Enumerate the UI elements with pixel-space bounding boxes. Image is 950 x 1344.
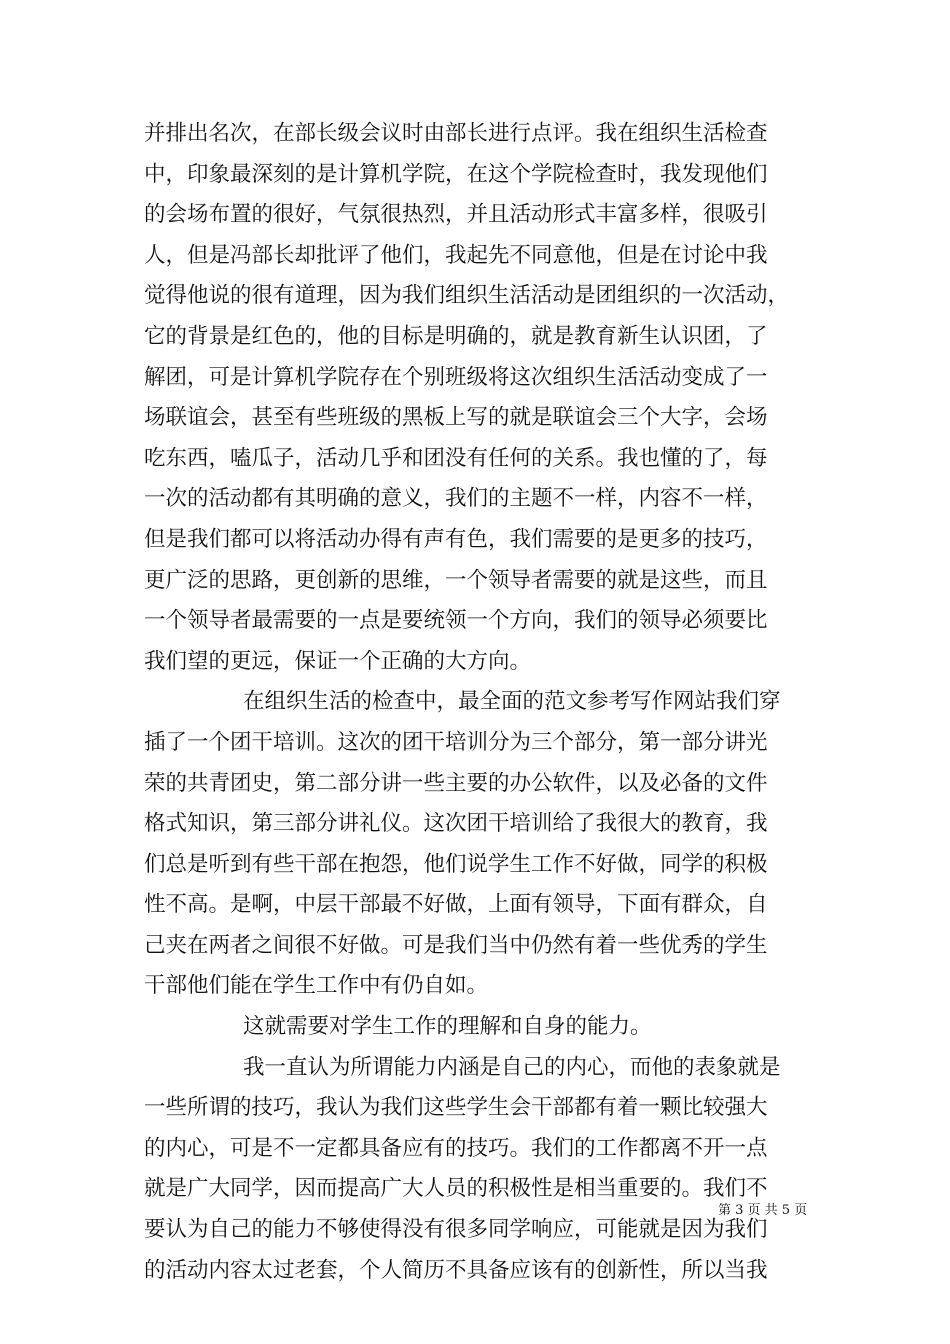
text-line: 吃东西，嗑瓜子，活动几乎和团没有任何的关系。我也懂的了，每 <box>144 445 768 471</box>
text-line: 的会场布置的很好，气氛很热烈，并且活动形式丰富多样，很吸引 <box>144 202 768 228</box>
text-line: 插了一个团干培训。这次的团干培训分为三个部分，第一部分讲光 <box>144 729 768 755</box>
text-line: 的内心，可是不一定都具备应有的技巧。我们的工作都离不开一点 <box>144 1135 768 1161</box>
text-line: 并排出名次，在部长级会议时由部长进行点评。我在组织生活检查 <box>144 121 768 146</box>
document-body <box>144 114 812 1291</box>
text-line: 我们望的更远，保证一个正确的大方向。 <box>144 648 532 674</box>
text-line: 人，但是冯部长却批评了他们，我起先不同意他，但是在讨论中我 <box>144 242 768 268</box>
text-line: 解团，可是计算机学院存在个别班级将这次组织生活活动变成了一 <box>144 364 768 390</box>
paragraph-first-line: 在组织生活的检查中，最全面的范文参考写作网站我们穿 <box>243 689 781 715</box>
text-line: 要认为自己的能力不够使得没有很多同学响应，可能就是因为我们 <box>144 1217 768 1243</box>
text-line: 它的背景是红色的，他的目标是明确的，就是教育新生认识团，了 <box>144 323 768 349</box>
text-line: 己夹在两者之间很不好做。可是我们当中仍然有着一些优秀的学生 <box>144 932 768 958</box>
text-line: 但是我们都可以将活动办得有声有色，我们需要的是更多的技巧， <box>144 526 768 552</box>
text-line: 觉得他说的很有道理，因为我们组织生活活动是团组织的一次活动， <box>144 283 790 309</box>
text-line: 的活动内容太过老套，个人简历不具备应该有的创新性，所以当我 <box>144 1257 768 1283</box>
text-line: 更广泛的思路，更创新的思维，一个领导者需要的就是这些，而且 <box>144 567 768 593</box>
text-line: 格式知识，第三部分讲礼仪。这次团干培训给了我很大的教育，我 <box>144 811 768 837</box>
paragraph-first-line: 我一直认为所谓能力内涵是自己的内心，而他的表象就是 <box>243 1054 781 1080</box>
text-line: 一些所谓的技巧，我认为我们这些学生会干部都有着一颗比较强大 <box>144 1095 768 1121</box>
text-line: 们总是听到有些干部在抱怨，他们说学生工作不好做，同学的积极 <box>144 851 768 877</box>
page-number-footer: 第 3 页 共 5 页 <box>718 1203 808 1218</box>
text-line: 荣的共青团史，第二部分讲一些主要的办公软件，以及必备的文件 <box>144 770 768 796</box>
text-line: 一次的活动都有其明确的意义，我们的主题不一样，内容不一样， <box>144 486 768 512</box>
text-line: 一个领导者最需要的一点是要统领一个方向，我们的领导必须要比 <box>144 608 768 634</box>
text-line: 干部他们能在学生工作中有仍自如。 <box>144 973 489 999</box>
text-line: 性不高。是啊，中层干部最不好做，上面有领导，下面有群众，自 <box>144 892 768 918</box>
text-line: 中，印象最深刻的是计算机学院，在这个学院检查时，我发现他们 <box>144 161 768 187</box>
paragraph-first-line: 这就需要对学生工作的理解和自身的能力。 <box>243 1014 652 1040</box>
text-line: 就是广大同学，因而提高广大人员的积极性是相当重要的。我们不 <box>144 1176 768 1202</box>
text-line: 场联谊会，甚至有些班级的黑板上写的就是联谊会三个大字，会场 <box>144 405 768 431</box>
